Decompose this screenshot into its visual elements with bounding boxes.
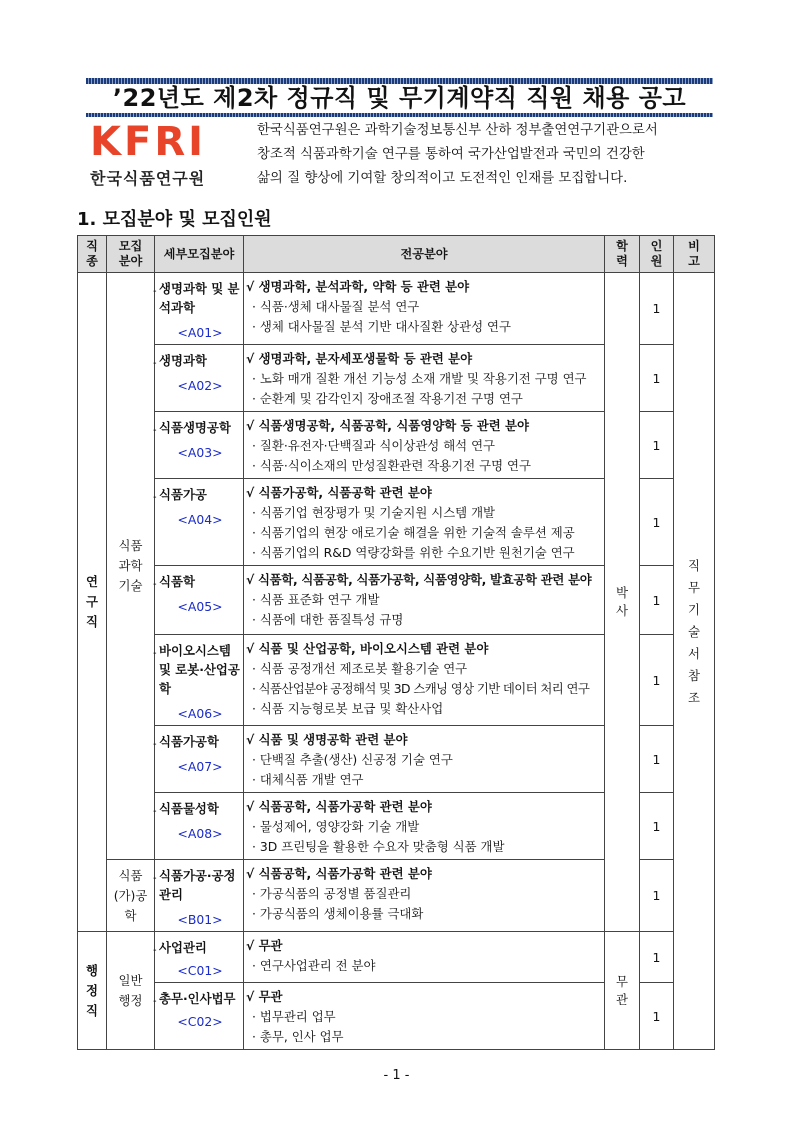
count-cell: 1 [640, 345, 674, 412]
table-header-row [78, 236, 715, 273]
major-detail: · 연구사업관리 전 분야 [252, 958, 376, 973]
section-title: 1. 모집분야 및 모집인원 [77, 209, 272, 230]
major-heading: √ 식품공학, 식품가공학 관련 분야 [246, 799, 432, 814]
major-detail: · 가공식품의 공정별 품질관리 [252, 886, 412, 901]
major-heading: √ 생명과학, 분자세포생물학 등 관련 분야 [246, 351, 473, 366]
major-detail: · 법무관리 업무 [252, 1009, 336, 1024]
sub-area-cell: - 바이오시스템 및 로봇·산업공학 <A06> [155, 635, 244, 726]
degree-phd [605, 273, 640, 932]
sub-area-code: <A07> [177, 759, 223, 774]
major-cell [244, 273, 605, 345]
area-general [107, 932, 155, 1050]
degree-none [605, 932, 640, 1050]
type-research-text: 연구직 [86, 574, 98, 629]
major-cell [244, 932, 605, 983]
sub-area-name: 식품가공학 [159, 734, 219, 749]
major-detail: · 질환·유전자·단백질과 식이상관성 해석 연구 [252, 438, 496, 453]
major-detail: · 순환계 및 감각인지 장애조절 작용기전 구명 연구 [252, 391, 523, 406]
area-food-sci-text: 식품과학기술 [118, 538, 143, 593]
major-detail: · 생체 대사물질 분석 기반 대사질환 상관성 연구 [252, 319, 511, 334]
area-food-proc-text: 식품(가)공학 [113, 867, 148, 923]
major-detail: · 식품기업의 현장 애로기술 해결을 위한 기술적 솔루션 제공 [252, 525, 575, 540]
major-heading: √ 식품가공학, 식품공학 관련 분야 [246, 485, 432, 500]
sub-area-cell: - 생명과학 <A02> [155, 345, 244, 412]
header-count-text: 인원 [650, 239, 663, 268]
major-cell [244, 793, 605, 860]
major-cell [244, 726, 605, 793]
sub-area-name: 생명과학 [159, 353, 207, 368]
page-title: ’22년도 제2차 정규직 및 무기계약직 직원 채용 공고 [112, 84, 687, 112]
logo-text: 한국식품연구원 [90, 169, 206, 188]
major-detail: · 식품산업분야 공정해석 및 3D 스캐닝 영상 기반 데이터 처리 연구 [252, 681, 590, 696]
recruitment-table [77, 235, 715, 1050]
sub-area-cell: - 총무·인사법무 <C02> [155, 983, 244, 1050]
major-heading: √ 식품 및 생명공학 관련 분야 [246, 732, 408, 747]
header-note-text: 비고 [688, 239, 700, 268]
header-sub: 세부모집분야 [155, 236, 244, 273]
header-major: 전공분야 [244, 236, 605, 273]
major-heading: √ 식품생명공학, 식품공학, 식품영양학 등 관련 분야 [246, 418, 529, 433]
major-detail: · 식품 공정개선 제조로봇 활용기술 연구 [252, 661, 468, 676]
major-cell [244, 479, 605, 566]
type-research [78, 273, 107, 932]
major-cell [244, 412, 605, 479]
sub-area-code: <A08> [177, 826, 223, 841]
degree-none-text: 무관 [616, 973, 628, 1007]
header-area-text: 모집분야 [118, 239, 143, 268]
major-detail: · 식품·생체 대사물질 분석 연구 [252, 299, 420, 314]
page-number: - 1 - [383, 1068, 410, 1083]
sub-area-name: 사업관리 [159, 940, 207, 955]
sub-area-cell: - 사업관리 <C01> [155, 932, 244, 983]
major-detail: · 식품기업 현장평가 및 기술지원 시스템 개발 [252, 505, 496, 520]
sub-area-name: 식품생명공학 [159, 420, 231, 435]
major-cell [244, 566, 605, 635]
header-count [640, 236, 674, 273]
note-text: 직무기술서 참조 [688, 558, 700, 705]
major-detail: · 가공식품의 생체이용률 극대화 [252, 906, 424, 921]
count-cell: 1 [640, 566, 674, 635]
sub-area-code: <B01> [177, 912, 223, 927]
sub-area-code: <C01> [177, 963, 223, 978]
header-degree-text: 학력 [616, 239, 628, 268]
major-heading: √ 식품학, 식품공학, 식품가공학, 식품영양학, 발효공학 관련 분야 [246, 572, 592, 587]
major-detail: · 3D 프린팅을 활용한 수요자 맞춤형 식품 개발 [252, 839, 505, 854]
kfri-logo [90, 119, 240, 190]
major-detail: · 식품 지능형로봇 보급 및 확산사업 [252, 701, 444, 716]
sub-area-code: <A02> [177, 378, 223, 393]
header-type [78, 236, 107, 273]
sub-area-name: 식품학 [159, 574, 195, 589]
major-heading: √ 무관 [246, 989, 283, 1004]
degree-phd-text: 박사 [616, 585, 628, 618]
sub-area-code: <A03> [177, 445, 223, 460]
type-admin-text: 행정직 [86, 962, 98, 1018]
sub-area-cell: - 식품가공학 <A07> [155, 726, 244, 793]
count-cell: 1 [640, 860, 674, 932]
sub-area-cell: - 식품물성학 <A08> [155, 793, 244, 860]
major-detail: · 식품 표준화 연구 개발 [252, 592, 380, 607]
major-detail: · 총무, 인사 업무 [252, 1029, 344, 1044]
sub-area-name: 생명과학 및 분석과학 [159, 281, 240, 315]
count-cell: 1 [640, 273, 674, 345]
major-cell [244, 635, 605, 726]
major-cell [244, 860, 605, 932]
area-food-sci [107, 273, 155, 860]
area-food-proc [107, 860, 155, 932]
major-detail: · 단백질 추출(생산) 신공정 기술 연구 [252, 752, 453, 767]
major-heading: √ 무관 [246, 938, 283, 953]
count-cell: 1 [640, 932, 674, 983]
sub-area-name: 식품가공·공정관리 [159, 868, 236, 902]
header-note [674, 236, 715, 273]
title-band-bottom [86, 113, 713, 117]
major-detail: · 노화 매개 질환 개선 기능성 소재 개발 및 작용기전 구명 연구 [252, 371, 587, 386]
major-detail: · 물성제어, 영양강화 기술 개발 [252, 819, 420, 834]
sub-area-name: 식품물성학 [159, 801, 219, 816]
header-area [107, 236, 155, 273]
major-heading: √ 생명과학, 분석과학, 약학 등 관련 분야 [246, 279, 470, 294]
sub-area-cell: - 식품가공·공정관리 <B01> [155, 860, 244, 932]
table-row [78, 932, 715, 983]
sub-area-code: <A01> [177, 325, 223, 340]
header-type-text: 직종 [86, 239, 98, 268]
count-cell: 1 [640, 726, 674, 793]
sub-area-cell: - 식품가공 <A04> [155, 479, 244, 566]
sub-area-code: <A06> [177, 706, 223, 721]
sub-area-cell: - 식품생명공학 <A03> [155, 412, 244, 479]
major-heading: √ 식품 및 산업공학, 바이오시스템 관련 분야 [246, 641, 489, 656]
major-heading: √ 식품공학, 식품가공학 관련 분야 [246, 866, 432, 881]
intro-line: 창조적 식품과학기술 연구를 통하여 국가산업발전과 국민의 건강한 [257, 147, 645, 162]
count-cell: 1 [640, 479, 674, 566]
sub-area-name: 바이오시스템 및 로봇·산업공학 [159, 643, 240, 696]
intro-paragraph [257, 119, 707, 191]
sub-area-name: 총무·인사법무 [159, 991, 236, 1006]
note-cell [674, 273, 715, 1050]
count-cell: 1 [640, 793, 674, 860]
sub-area-code: <A05> [177, 599, 223, 614]
count-cell: 1 [640, 412, 674, 479]
area-general-text: 일반행정 [118, 972, 143, 1008]
sub-area-code: <A04> [177, 512, 223, 527]
count-cell: 1 [640, 635, 674, 726]
major-detail: · 식품·식이소재의 만성질환관련 작용기전 구명 연구 [252, 458, 531, 473]
type-admin [78, 932, 107, 1050]
major-cell [244, 983, 605, 1050]
intro-line: 한국식품연구원은 과학기술정보통신부 산하 정부출연연구기관으로서 [257, 123, 658, 138]
count-cell: 1 [640, 983, 674, 1050]
major-detail: · 식품에 대한 품질특성 규명 [252, 612, 404, 627]
major-cell [244, 345, 605, 412]
table-row [78, 273, 715, 345]
major-detail: · 식품기업의 R&D 역량강화를 위한 수요기반 원천기술 연구 [252, 545, 575, 560]
sub-area-name: 식품가공 [159, 487, 207, 502]
logo-mark: KFRI [90, 119, 207, 165]
sub-area-code: <C02> [177, 1014, 223, 1029]
sub-area-cell: - 생명과학 및 분석과학 <A01> [155, 273, 244, 345]
intro-line: 삶의 질 향상에 기여할 창의적이고 도전적인 인재를 모집합니다. [257, 171, 628, 186]
header-degree [605, 236, 640, 273]
major-detail: · 대체식품 개발 연구 [252, 772, 364, 787]
sub-area-cell: - 식품학 <A05> [155, 566, 244, 635]
